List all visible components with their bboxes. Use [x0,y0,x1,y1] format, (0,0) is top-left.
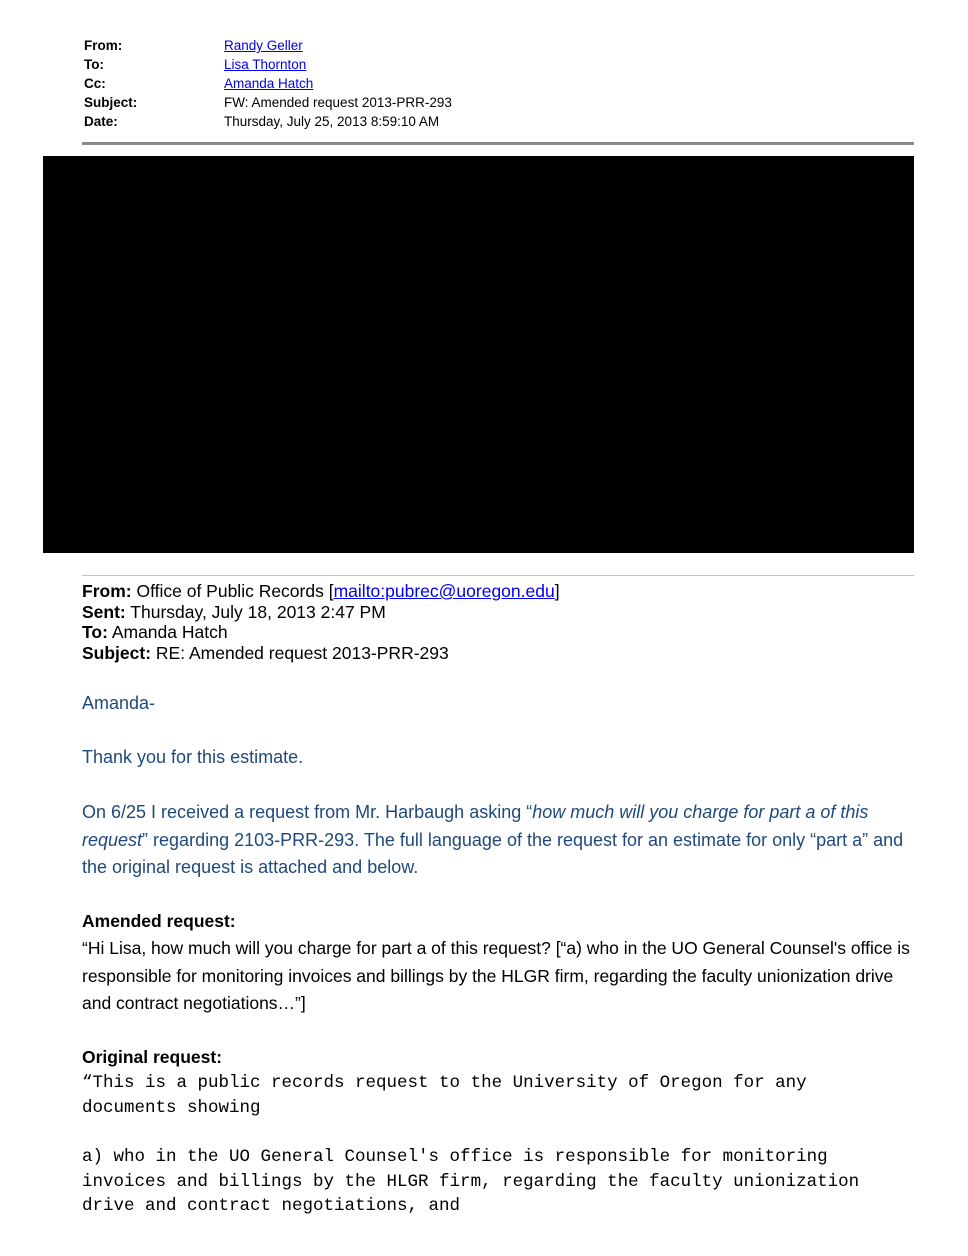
forwarded-subject-value: RE: Amended request 2013-PRR-293 [155,642,449,663]
forwarded-to-value: Amanda Hatch [111,622,228,642]
original-heading: Original request: [82,1047,223,1067]
header-to-row [84,55,914,74]
forwarded-from-name: Office of Public Records [136,581,324,601]
from-link[interactable]: Randy Geller [224,38,303,53]
forwarded-subject-label: Subject: [82,642,152,663]
date-label: Date: [84,114,118,129]
to-label: To: [84,57,104,72]
header-subject-row [84,93,914,112]
forwarded-from-label: From: [82,581,132,601]
cc-link[interactable]: Amanda Hatch [224,76,314,91]
forwarded-divider [82,575,914,576]
from-label: From: [84,38,123,53]
request-paragraph-quote: how much will you charge for part a of this request [82,802,869,850]
original-line-5: drive and contract negotiations, and [82,1196,461,1216]
greeting: Amanda- [82,693,156,713]
forwarded-from-email-link[interactable]: mailto:pubrec@uoregon.edu [333,581,555,601]
subject-value: FW: Amended request 2013-PRR-293 [224,95,452,110]
cc-label: Cc: [84,76,106,91]
original-line-3: a) who in the UO General Counsel's office is responsible for monitoring [82,1147,828,1167]
amended-text: “Hi Lisa, how much will you charge for part a of this request? [“a) who in the UO General Counsel's office is responsible for monitoring invoices and billings by the HLGR firm, regarding the faculty unionization drive and contract negotiations…”] [82,938,910,1013]
subject-label: Subject: [84,95,138,110]
redaction-block [43,156,914,553]
email-header [84,36,914,131]
bracket-close: ] [554,581,560,601]
thanks-line: Thank you for this estimate. [82,747,304,767]
forwarded-subject-row [82,643,912,664]
request-paragraph-part2: ” regarding 2103-PRR-293. The full language of the request for an estimate for only “part a” and the original request is attached and below. [82,829,904,877]
to-link[interactable]: Lisa Thornton [224,57,307,72]
header-divider [82,142,914,145]
forwarded-sent-row [82,602,912,623]
forwarded-to-row [82,622,912,643]
bracket-open: [ [328,581,334,601]
forwarded-from-row [82,581,912,602]
header-date-row [84,112,914,131]
forwarded-header [82,581,912,663]
forwarded-sent-label: Sent: [82,601,126,622]
request-paragraph-part1: On 6/25 I received a request from Mr. Harbaugh asking “ [82,802,533,822]
header-from-row [84,36,914,55]
request-paragraph [82,799,912,882]
original-line-4: invoices and billings by the HLGR firm, regarding the faculty unionization [82,1172,860,1192]
header-cc-row [84,74,914,93]
date-value: Thursday, July 25, 2013 8:59:10 AM [224,114,440,129]
original-line-1: “This is a public records request to the University of Oregon for any [82,1073,807,1093]
forwarded-sent-value: Thursday, July 18, 2013 2:47 PM [130,601,386,622]
amended-heading: Amended request: [82,911,236,931]
forwarded-to-label: To: [82,622,108,642]
original-line-2: documents showing [82,1098,261,1118]
